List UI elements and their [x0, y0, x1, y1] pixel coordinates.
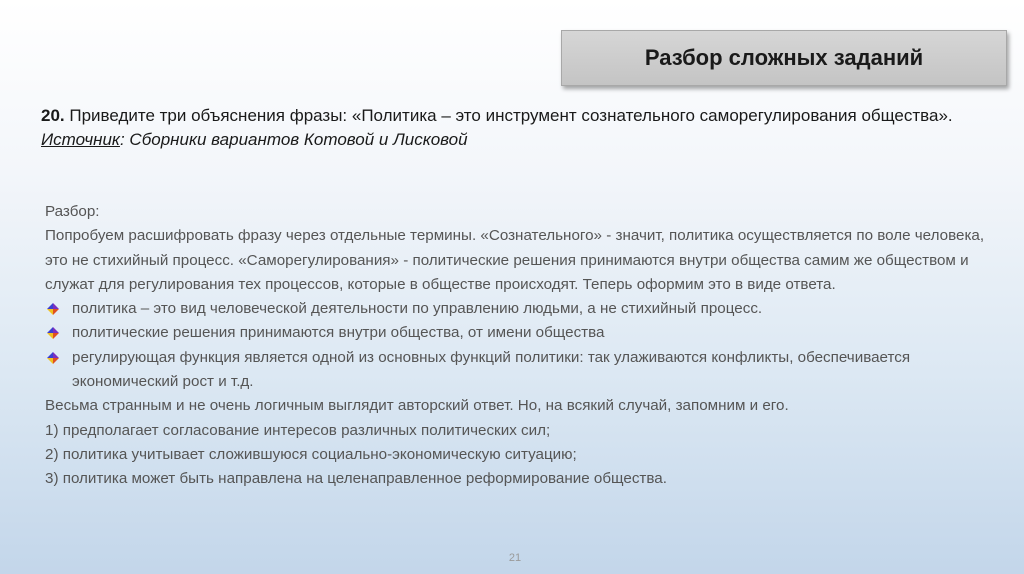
answer-bullet-text: политические решения принимаются внутри общества, от имени общества	[72, 324, 605, 342]
page-number: 21	[508, 552, 522, 564]
analysis-intro: Попробуем расшифровать фразу через отдельные термины. «Сознательного» - значит, политика осуществляется по воле человека, это не стихийный процесс. «Саморегулирования» - политические решения принимаются внутри общества самим же обществом и служат для регулирования тех процессов, которые в обществе происходят. Теперь оформим это в виде ответа.	[45, 227, 985, 293]
answer-bullet-item	[45, 346, 995, 395]
diamond-bullet-icon	[47, 327, 59, 339]
diamond-bullet-icon	[47, 303, 59, 315]
answer-bullet-text: регулирующая функция является одной из основных функций политики: так улаживаются конфликты, обеспечивается экономический рост и т.д.	[72, 348, 911, 391]
task-question: Приведите три объяснения фразы: «Политика – это инструмент сознательного саморегулирования общества».	[64, 106, 953, 125]
author-point: 3) политика может быть направлена на целенаправленное реформирование общества.	[45, 470, 667, 488]
answer-bullet-text: политика – это вид человеческой деятельности по управлению людьми, а не стихийный процесс.	[72, 300, 763, 318]
task-block	[41, 104, 1001, 152]
diamond-bullet-icon	[47, 352, 59, 364]
analysis-heading: Разбор:	[45, 203, 100, 220]
author-comment: Весьма странным и не очень логичным выглядит авторский ответ. Но, на всякий случай, запомним и его.	[45, 397, 789, 415]
slide-title: Разбор сложных заданий	[644, 45, 924, 70]
source-text: : Сборники вариантов Котовой и Лисковой	[119, 130, 468, 149]
source-label: Источник	[41, 130, 120, 149]
slide-title-box	[561, 30, 1007, 86]
answer-bullet-list	[45, 297, 995, 394]
author-point: 1) предполагает согласование интересов различных политических сил;	[45, 421, 551, 439]
answer-bullet-item	[45, 297, 995, 321]
author-point: 2) политика учитывает сложившуюся социально-экономическую ситуацию;	[45, 445, 577, 463]
answer-bullet-item	[45, 321, 995, 345]
analysis-block	[45, 200, 995, 492]
task-number: 20.	[41, 106, 65, 125]
